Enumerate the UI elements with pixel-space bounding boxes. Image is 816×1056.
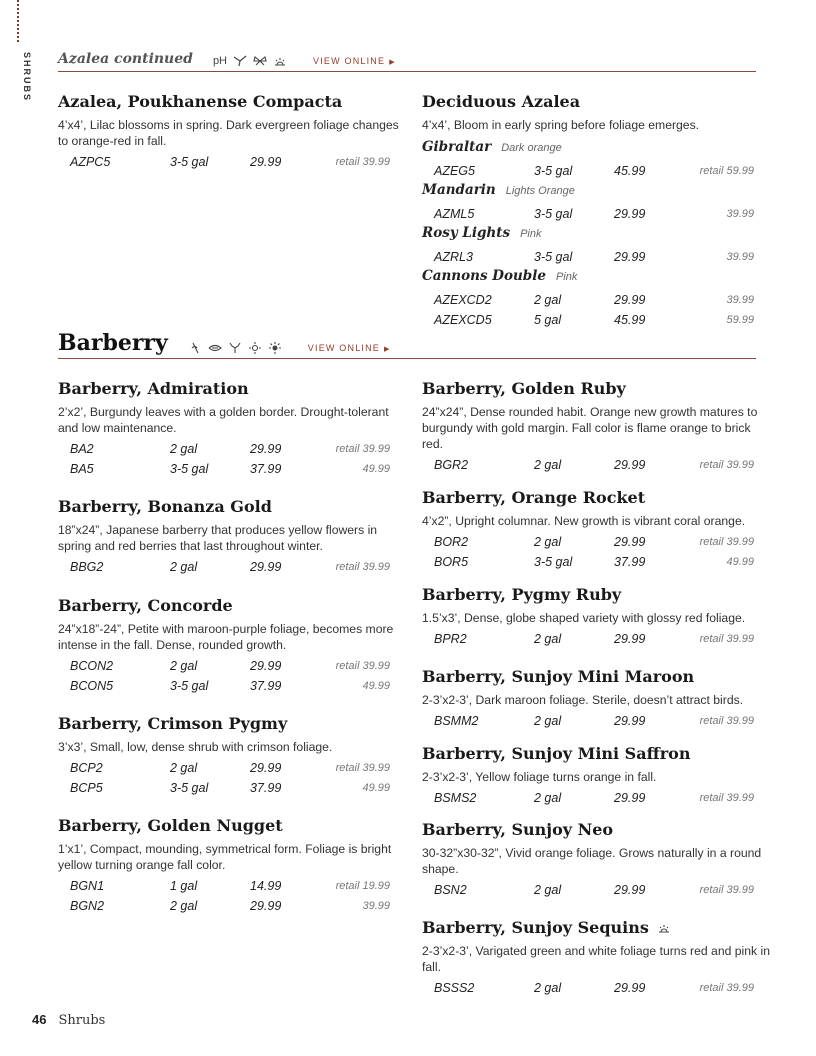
sku: BOR2 bbox=[434, 535, 469, 549]
sku: BA2 bbox=[70, 442, 94, 456]
product-title: Barberry, Orange Rocket bbox=[422, 488, 646, 507]
retail-price: retail 39.99 bbox=[335, 561, 390, 573]
product-description: 1.5’x3’, Dense, globe shaped variety with glossy red foliage. bbox=[422, 611, 746, 625]
azalea-icons bbox=[213, 55, 287, 71]
size: 3-5 gal bbox=[534, 250, 573, 264]
size: 3-5 gal bbox=[170, 679, 209, 693]
product-title: Barberry, Pygmy Ruby bbox=[422, 585, 622, 604]
product-description: 2-3’x2-3’, Dark maroon foliage. Sterile, doesn’t attract birds. bbox=[422, 693, 744, 707]
retail-price: 39.99 bbox=[362, 900, 390, 912]
size: 2 gal bbox=[170, 560, 198, 574]
retail-price: 59.99 bbox=[726, 314, 754, 326]
product-title: Barberry, Sunjoy Mini Maroon bbox=[422, 667, 695, 686]
product-description: 4’x4’, Bloom in early spring before foliage emerges. bbox=[422, 118, 700, 132]
price-row bbox=[70, 656, 404, 676]
sku: BGN1 bbox=[70, 879, 105, 893]
size: 3-5 gal bbox=[534, 555, 573, 569]
size: 2 gal bbox=[534, 791, 562, 805]
product-title: Barberry, Concorde bbox=[58, 596, 233, 615]
size: 3-5 gal bbox=[534, 164, 573, 178]
arrow-right-icon: ▶ bbox=[389, 59, 396, 66]
price: 29.99 bbox=[250, 155, 282, 169]
price-row bbox=[434, 711, 772, 731]
sku: AZML5 bbox=[434, 207, 475, 221]
price: 29.99 bbox=[250, 761, 282, 775]
price: 29.99 bbox=[614, 981, 646, 995]
retail-price: retail 39.99 bbox=[699, 792, 754, 804]
price-row bbox=[434, 880, 772, 900]
retail-price: 49.99 bbox=[362, 463, 390, 475]
price: 37.99 bbox=[250, 781, 282, 795]
product-description: 24”x18”-24”, Petite with maroon-purple foliage, becomes more intense in the fall. Dense, rounded growth. bbox=[58, 622, 394, 652]
price-row bbox=[434, 978, 772, 998]
size: 2 gal bbox=[170, 442, 198, 456]
price-row bbox=[434, 290, 768, 310]
retail-price: retail 39.99 bbox=[335, 660, 390, 672]
azalea-view-online-link[interactable] bbox=[313, 56, 396, 71]
product-sunjoy-mini-saffron bbox=[422, 744, 772, 808]
product-sunjoy-sequins bbox=[422, 918, 772, 998]
size: 1 gal bbox=[170, 879, 198, 893]
bird-icon bbox=[208, 342, 222, 354]
price-row bbox=[434, 532, 772, 552]
barberry-icons bbox=[188, 342, 282, 358]
azalea-section-header bbox=[58, 48, 756, 72]
price-row bbox=[434, 204, 768, 224]
product-description: 2-3’x2-3’, Yellow foliage turns orange in fall. bbox=[422, 770, 657, 784]
price: 29.99 bbox=[614, 791, 646, 805]
price-row bbox=[434, 247, 768, 267]
price: 29.99 bbox=[614, 458, 646, 472]
product-pygmy-ruby bbox=[422, 585, 772, 649]
price: 29.99 bbox=[614, 207, 646, 221]
ph-label: pH bbox=[212, 55, 227, 67]
retail-price: retail 39.99 bbox=[699, 633, 754, 645]
variety-name: Gibraltar bbox=[422, 139, 492, 155]
product-title: Azalea, Poukhanense Compacta bbox=[58, 92, 343, 111]
retail-price: retail 39.99 bbox=[699, 982, 754, 994]
size: 2 gal bbox=[170, 899, 198, 913]
variety-title bbox=[422, 268, 768, 290]
size: 3-5 gal bbox=[534, 207, 573, 221]
variety-title bbox=[422, 139, 768, 161]
price-row bbox=[70, 439, 404, 459]
sku: BA5 bbox=[70, 462, 94, 476]
product-azalea-poukhanense bbox=[58, 92, 404, 172]
sku: BCON5 bbox=[70, 679, 114, 693]
size: 2 gal bbox=[534, 535, 562, 549]
product-concorde bbox=[58, 596, 404, 696]
deer-resistant-icon bbox=[228, 342, 242, 354]
variety-note: Pink bbox=[520, 228, 542, 240]
price: 29.99 bbox=[250, 560, 282, 574]
retail-price: 39.99 bbox=[726, 208, 754, 220]
price: 29.99 bbox=[614, 632, 646, 646]
product-title: Barberry, Golden Ruby bbox=[422, 379, 626, 398]
product-title: Barberry, Golden Nugget bbox=[58, 816, 283, 835]
sku: AZEG5 bbox=[434, 164, 475, 178]
product-title: Barberry, Bonanza Gold bbox=[58, 497, 272, 516]
retail-price: retail 59.99 bbox=[699, 165, 754, 177]
part-sun-icon bbox=[273, 55, 287, 67]
price: 29.99 bbox=[614, 883, 646, 897]
price-row bbox=[434, 161, 768, 181]
side-tab-dots bbox=[17, 0, 19, 42]
price: 37.99 bbox=[250, 462, 282, 476]
sku: BBG2 bbox=[70, 560, 104, 574]
retail-price: retail 39.99 bbox=[335, 156, 390, 168]
product-deciduous-azalea bbox=[422, 92, 768, 330]
page-footer bbox=[32, 1012, 105, 1028]
retail-price: 39.99 bbox=[726, 251, 754, 263]
sku: BGN2 bbox=[70, 899, 105, 913]
product-description: 4’x4’, Lilac blossoms in spring. Dark evergreen foliage changes to orange-red in fall. bbox=[58, 118, 399, 148]
size: 5 gal bbox=[534, 313, 562, 327]
sku: AZEXCD5 bbox=[434, 313, 492, 327]
retail-price: 49.99 bbox=[362, 782, 390, 794]
variety-note: Dark orange bbox=[501, 142, 562, 154]
arrow-right-icon: ▶ bbox=[384, 346, 391, 353]
barberry-section-title: Barberry bbox=[58, 330, 168, 356]
retail-price: retail 39.99 bbox=[699, 884, 754, 896]
product-description: 2-3’x2-3’, Varigated green and white foliage turns red and pink in fall. bbox=[422, 944, 771, 974]
price-row bbox=[70, 896, 404, 916]
product-description: 18”x24”, Japanese barberry that produces yellow flowers in spring and red berries that last throughout winter. bbox=[58, 523, 378, 553]
sku: AZPC5 bbox=[70, 155, 111, 169]
product-title: Barberry, Sunjoy Mini Saffron bbox=[422, 744, 691, 763]
size: 2 gal bbox=[534, 632, 562, 646]
variety-name: Cannons Double bbox=[422, 268, 546, 284]
product-title: Barberry, Sunjoy Sequins bbox=[422, 918, 649, 937]
product-description: 2’x2’, Burgundy leaves with a golden border. Drought-tolerant and low maintenance. bbox=[58, 405, 389, 435]
price: 37.99 bbox=[250, 679, 282, 693]
product-description: 1’x1’, Compact, mounding, symmetrical form. Foliage is bright yellow turning orange fall color. bbox=[58, 842, 392, 872]
product-title: Barberry, Crimson Pygmy bbox=[58, 714, 288, 733]
product-title: Barberry, Sunjoy Neo bbox=[422, 820, 614, 839]
price-row bbox=[434, 552, 772, 572]
product-golden-nugget bbox=[58, 816, 404, 916]
retail-price: 49.99 bbox=[726, 556, 754, 568]
price-row bbox=[434, 629, 772, 649]
price: 29.99 bbox=[250, 442, 282, 456]
part-sun-icon bbox=[657, 922, 671, 934]
sku: AZEXCD2 bbox=[434, 293, 492, 307]
price-row bbox=[70, 778, 404, 798]
barberry-view-online-link[interactable] bbox=[308, 343, 391, 358]
product-crimson-pygmy bbox=[58, 714, 404, 798]
side-tab-label: SHRUBS bbox=[22, 51, 33, 103]
product-description: 3’x3’, Small, low, dense shrub with crimson foliage. bbox=[58, 740, 333, 754]
variety-note: Pink bbox=[555, 271, 578, 283]
barberry-section-header bbox=[58, 328, 756, 359]
price-row bbox=[70, 876, 404, 896]
sku: BCON2 bbox=[70, 659, 114, 673]
product-title: Barberry, Admiration bbox=[58, 379, 249, 398]
retail-price: retail 39.99 bbox=[699, 459, 754, 471]
page-section-name: Shrubs bbox=[58, 1013, 106, 1028]
price-row bbox=[70, 459, 404, 479]
retail-price: retail 19.99 bbox=[335, 880, 390, 892]
retail-price: retail 39.99 bbox=[699, 536, 754, 548]
retail-price: retail 39.99 bbox=[335, 762, 390, 774]
size: 3-5 gal bbox=[170, 155, 209, 169]
sku: BPR2 bbox=[434, 632, 467, 646]
sku: BSN2 bbox=[434, 883, 467, 897]
variety-name: Rosy Lights bbox=[422, 225, 511, 241]
price: 29.99 bbox=[614, 250, 646, 264]
butterfly-icon bbox=[253, 55, 267, 67]
sku: BCP2 bbox=[70, 761, 103, 775]
side-tab bbox=[8, 0, 33, 110]
price: 14.99 bbox=[250, 879, 282, 893]
view-online-label: VIEW ONLINE bbox=[313, 56, 386, 66]
variety-name: Mandarin bbox=[422, 182, 496, 198]
price-row bbox=[434, 310, 768, 330]
retail-price: retail 39.99 bbox=[699, 715, 754, 727]
product-golden-ruby bbox=[422, 379, 772, 475]
product-sunjoy-mini-maroon bbox=[422, 667, 772, 731]
page-number: 46 bbox=[32, 1012, 47, 1027]
product-description: 24”x24”, Dense rounded habit. Orange new growth matures to burgundy with gold margin. Fall color is flame orange to brick red. bbox=[422, 405, 758, 451]
size: 2 gal bbox=[534, 883, 562, 897]
variety-title bbox=[422, 182, 768, 204]
product-bonanza-gold bbox=[58, 497, 404, 577]
price: 45.99 bbox=[614, 313, 646, 327]
price: 45.99 bbox=[614, 164, 646, 178]
product-admiration bbox=[58, 379, 404, 479]
azalea-section-title: Azalea continued bbox=[58, 51, 193, 67]
product-title-row bbox=[422, 918, 772, 937]
size: 2 gal bbox=[534, 458, 562, 472]
size: 2 gal bbox=[534, 293, 562, 307]
price-row bbox=[70, 758, 404, 778]
size: 2 gal bbox=[170, 659, 198, 673]
product-title: Deciduous Azalea bbox=[422, 92, 581, 111]
sku: BGR2 bbox=[434, 458, 469, 472]
product-sunjoy-neo bbox=[422, 820, 772, 900]
sku: BSSS2 bbox=[434, 981, 475, 995]
price-row bbox=[434, 788, 772, 808]
drought-tolerant-icon bbox=[188, 342, 202, 354]
hummingbird-icon bbox=[233, 55, 247, 67]
sku: BSMS2 bbox=[434, 791, 477, 805]
size: 3-5 gal bbox=[170, 781, 209, 795]
retail-price: 49.99 bbox=[362, 680, 390, 692]
price: 29.99 bbox=[614, 293, 646, 307]
sku: BOR5 bbox=[434, 555, 469, 569]
size: 2 gal bbox=[534, 714, 562, 728]
sun-icon bbox=[268, 342, 282, 354]
price-row bbox=[70, 152, 404, 172]
price-row bbox=[70, 676, 404, 696]
sku: BSMM2 bbox=[434, 714, 479, 728]
view-online-label: VIEW ONLINE bbox=[307, 343, 381, 353]
price: 37.99 bbox=[614, 555, 646, 569]
size: 2 gal bbox=[534, 981, 562, 995]
price: 29.99 bbox=[250, 659, 282, 673]
product-orange-rocket bbox=[422, 488, 772, 572]
product-description: 30-32”x30-32”, Vivid orange foliage. Grows naturally in a round shape. bbox=[422, 846, 762, 876]
retail-price: retail 39.99 bbox=[335, 443, 390, 455]
retail-price: 39.99 bbox=[726, 294, 754, 306]
price-row bbox=[70, 557, 404, 577]
price: 29.99 bbox=[614, 714, 646, 728]
sku: BCP5 bbox=[70, 781, 103, 795]
sun-icon bbox=[248, 342, 262, 354]
size: 3-5 gal bbox=[170, 462, 209, 476]
variety-note: Lights Orange bbox=[505, 185, 575, 197]
sku: AZRL3 bbox=[434, 250, 473, 264]
product-description: 4’x2”, Upright columnar. New growth is vibrant coral orange. bbox=[422, 514, 746, 528]
price-row bbox=[434, 455, 772, 475]
variety-title bbox=[422, 225, 768, 247]
price: 29.99 bbox=[614, 535, 646, 549]
price: 29.99 bbox=[250, 899, 282, 913]
size: 2 gal bbox=[170, 761, 198, 775]
